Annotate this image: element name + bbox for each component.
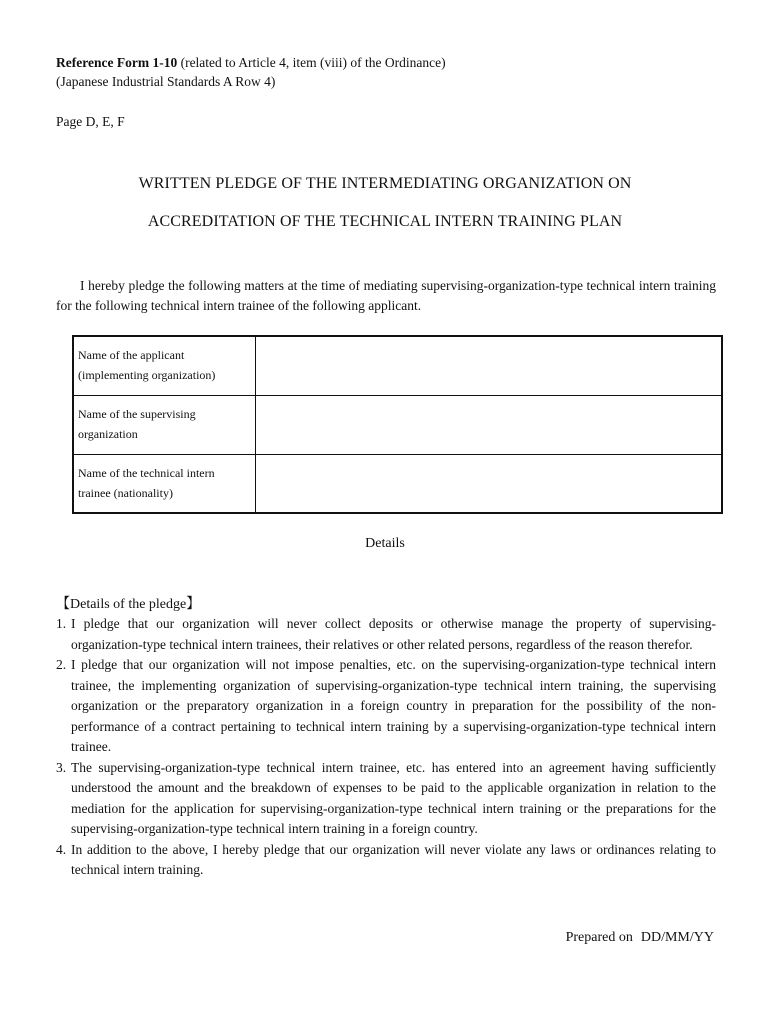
table-row [73, 336, 722, 395]
page-reference: Page D, E, F [56, 114, 125, 129]
standard-note: (Japanese Industrial Standards A Row 4) [56, 74, 276, 89]
applicant-info-table [72, 335, 723, 514]
prepared-label: Prepared on [565, 930, 633, 945]
trainee-name-field[interactable] [256, 454, 723, 513]
document-title-line-2: ACCREDITATION OF THE TECHNICAL INTERN TRAINING PLAN [147, 213, 623, 230]
pledge-heading: 【Details of the pledge】 [56, 597, 201, 612]
table-row [73, 395, 722, 454]
item-number: 4. [56, 841, 67, 857]
label-line: organization [78, 426, 138, 441]
form-reference-number: Reference Form 1-10 [56, 55, 178, 70]
applicant-name-label [73, 336, 256, 395]
supervising-org-label [73, 395, 256, 454]
item-text: The supervising-organization-type technical intern trainee, etc. has entered into an agreement having sufficiently understood the amount and the breakdown of expenses to be paid to the applicable organization in relation to the mediation for the application for supervising-organization-type technical intern training or the preparations for the supervising-organization-type technical intern training in a foreign country. [71, 759, 716, 836]
item-number: 1. [56, 616, 67, 631]
item-text: In addition to the above, I hereby pledge that our organization will never violate any laws or ordinances relating to technical intern training. [71, 841, 716, 877]
item-number: 3. [56, 759, 67, 775]
trainee-name-label [73, 454, 256, 513]
item-text: I pledge that our organization will never collect deposits or otherwise manage the property of supervising-organization-type technical intern trainees, their relatives or other related persons, regardless of the reason therefor. [71, 616, 716, 652]
prepared-date-line [566, 930, 714, 946]
label-line: Name of the supervising [78, 406, 196, 421]
pledge-list [56, 614, 716, 881]
label-line: (implementing organization) [78, 368, 216, 382]
intro-paragraph: I hereby pledge the following matters at the time of mediating supervising-organization-type technical intern training for the following technical intern trainee of the following applicant. [56, 278, 716, 313]
document-title-line-1: WRITTEN PLEDGE OF THE INTERMEDIATING ORGANIZATION ON [138, 175, 632, 192]
list-item [56, 840, 716, 881]
supervising-org-field[interactable] [256, 395, 723, 454]
table-row [73, 454, 722, 513]
item-text: I pledge that our organization will not impose penalties, etc. on the supervising-organization-type technical intern trainee, the implementing organization of supervising-organization-type technical intern training, the supervising organization or the preparatory organization in a foreign country in preparation for the possibility of the non-performance of a contract pertaining to technical intern training by a supervising-organization-type technical intern trainee. [71, 657, 716, 754]
details-heading: Details [365, 536, 405, 551]
applicant-name-field[interactable] [256, 336, 723, 395]
form-reference-note: (related to Article 4, item (viii) of the Ordinance) [177, 55, 446, 70]
list-item [56, 655, 716, 758]
list-item [56, 758, 716, 840]
date-field[interactable]: DD/MM/YY [640, 930, 714, 945]
label-line: trainee (nationality) [78, 485, 173, 500]
label-line: Name of the technical intern [78, 465, 215, 480]
form-reference [56, 54, 446, 72]
item-number: 2. [56, 657, 67, 672]
label-line: Name of the applicant [78, 348, 185, 362]
list-item [56, 614, 716, 655]
